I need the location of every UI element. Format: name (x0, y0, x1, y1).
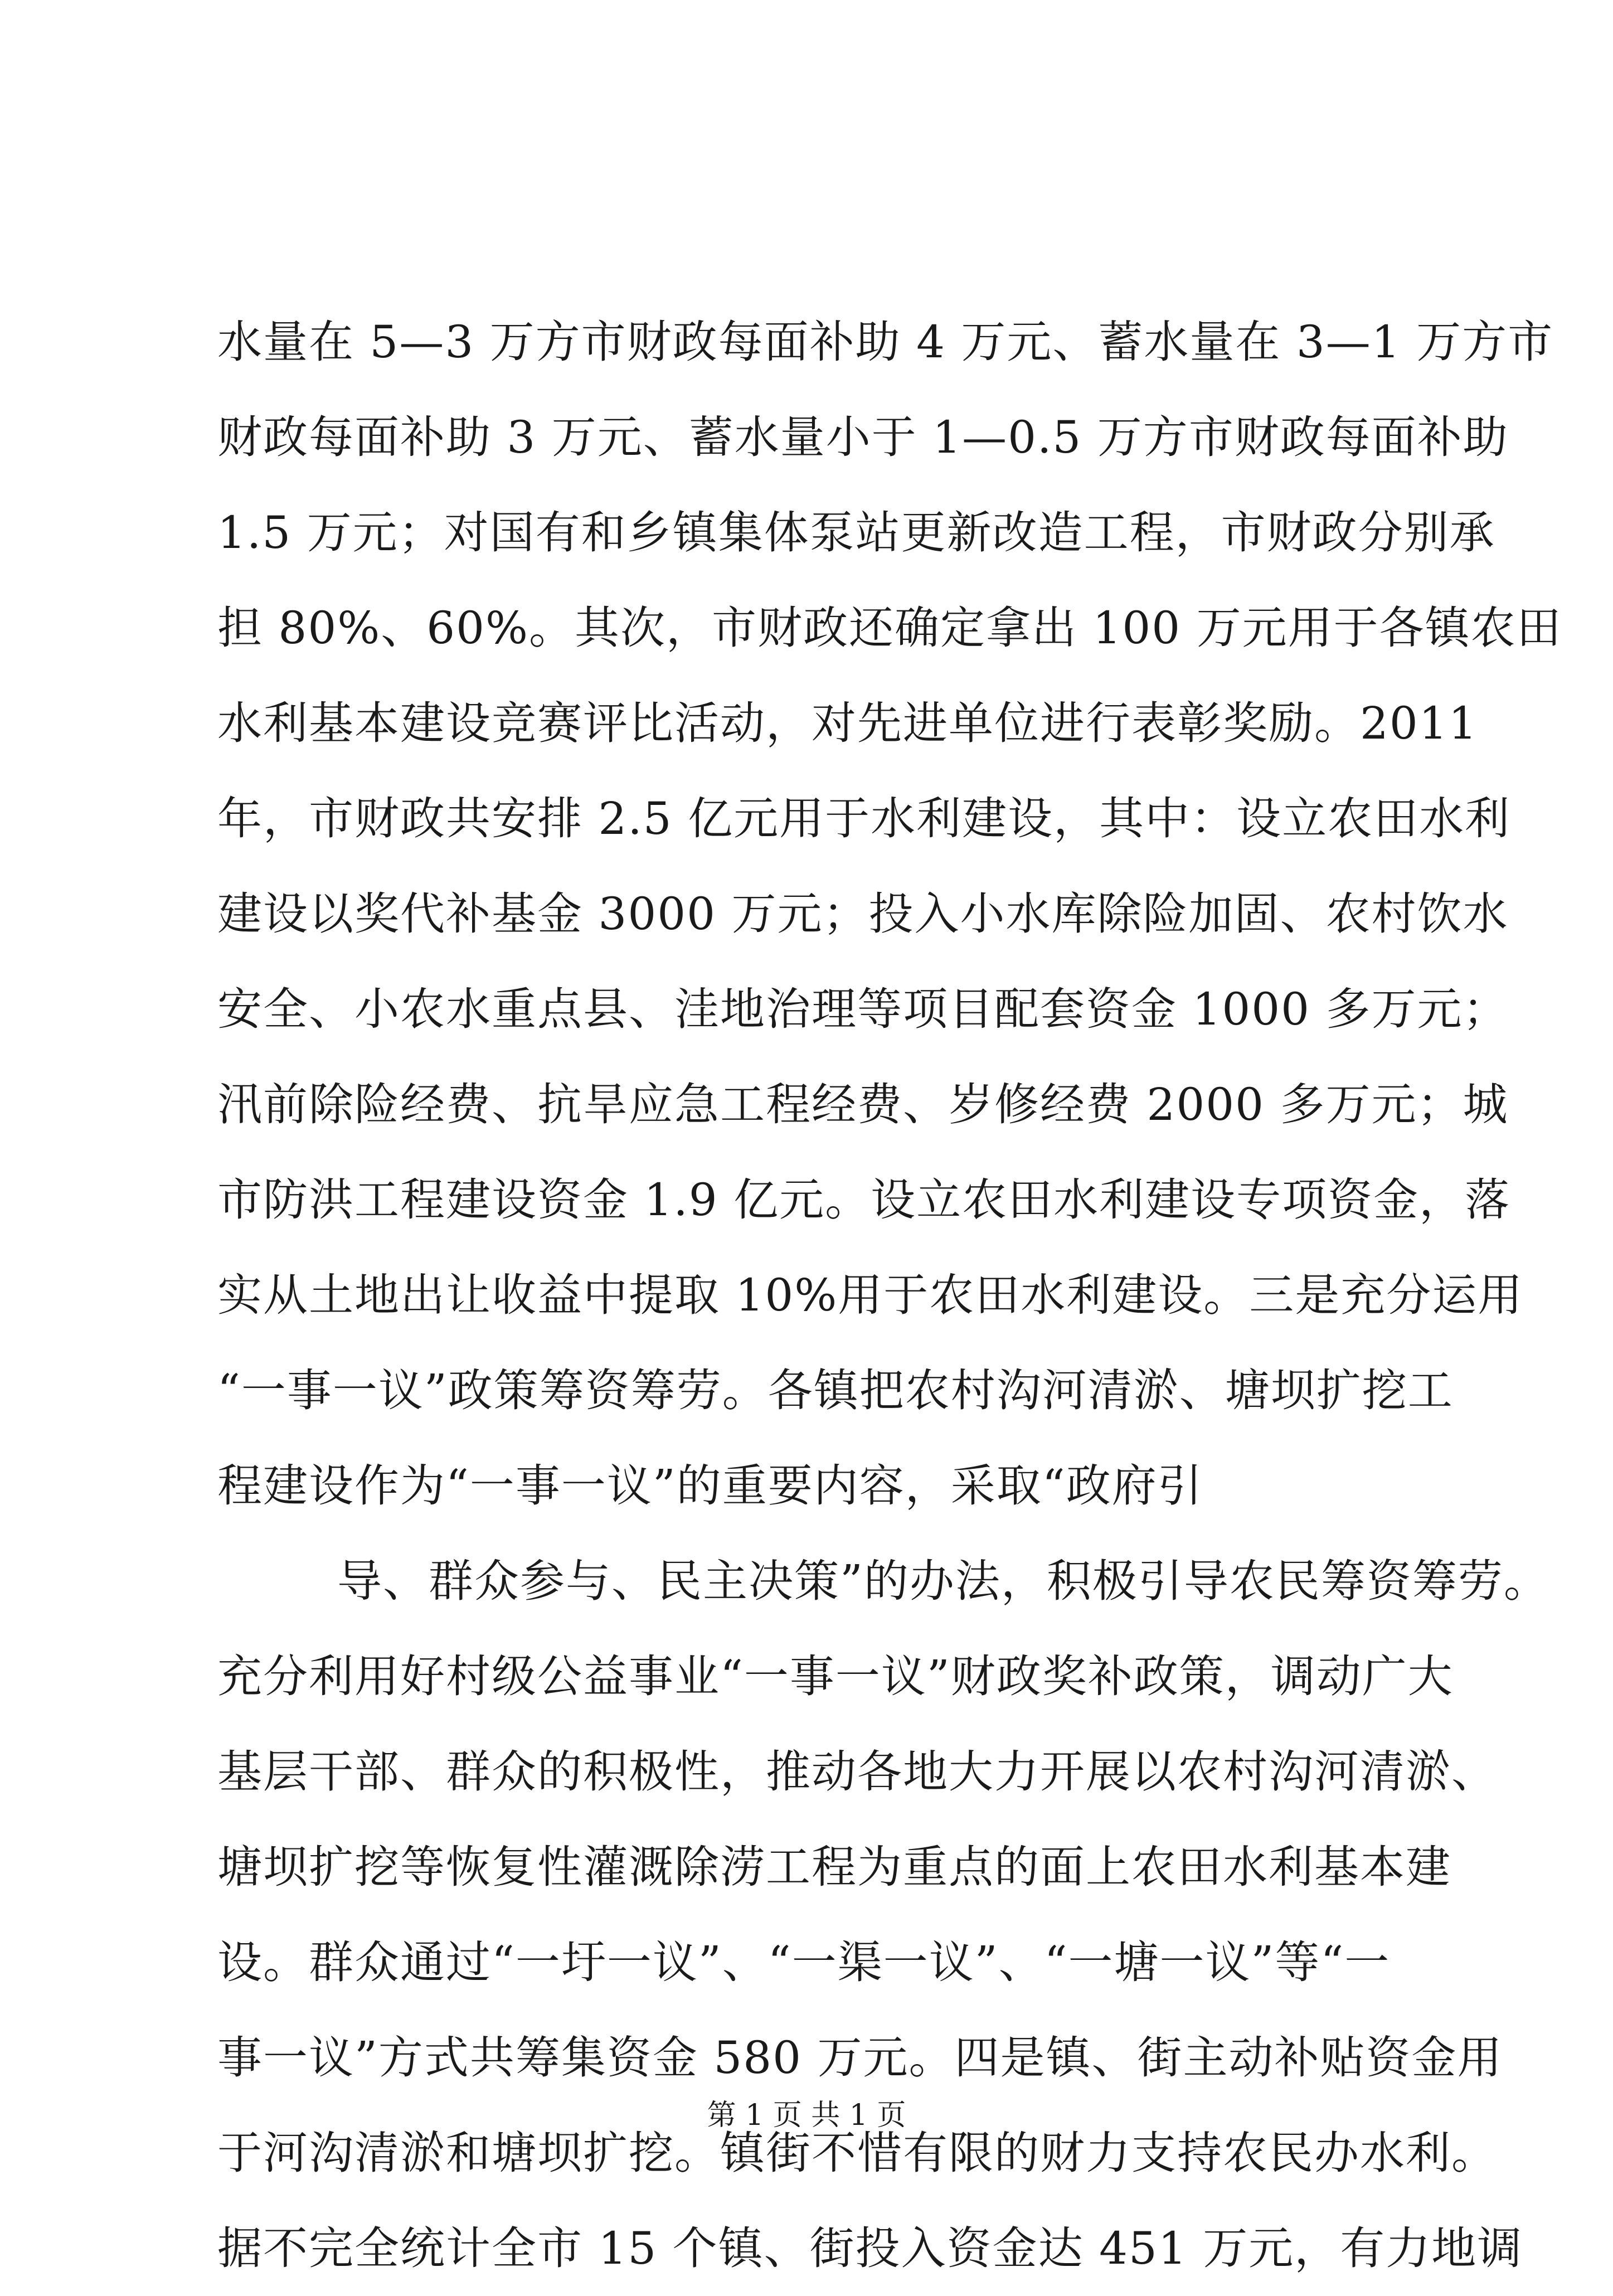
text-line: 水利基本建设竞赛评比活动，对先进单位进行表彰奖励。2011 (217, 697, 1478, 749)
text-line: 年，市财政共安排 2.5 亿元用于水利建设，其中：设立农田水利 (217, 793, 1511, 844)
text-line: 于河沟清淤和塘坝扩挖。镇街不惜有限的财力支持农民办水利。 (217, 2127, 1497, 2179)
text-line: 基层干部、群众的积极性，推动各地大力开展以农村沟河清淤、 (217, 1746, 1497, 1798)
text-line: 担 80%、60%。其次，市财政还确定拿出 100 万元用于各镇农田 (217, 602, 1562, 654)
text-line: 据不完全统计全市 15 个镇、街投入资金达 451 万元，有力地调 (217, 2222, 1523, 2274)
text-line: 建设以奖代补基金 3000 万元；投入小水库除险加固、农村饮水 (217, 888, 1509, 940)
text-line: 财政每面补助 3 万元、蓄水量小于 1—0.5 万方市财政每面补助 (217, 411, 1509, 463)
text-line-indented: 导、群众参与、民主决策”的办法，积极引导农民筹资筹劳。 (337, 1555, 1549, 1607)
text-line: 充分利用好村级公益事业“一事一议”财政奖补政策，调动广大 (217, 1651, 1454, 1702)
text-line: 市防洪工程建设资金 1.9 亿元。设立农田水利建设专项资金，落 (217, 1174, 1511, 1226)
text-line: 塘坝扩挖等恢复性灌溉除涝工程为重点的面上农田水利基本建 (217, 1841, 1451, 1893)
text-line: 汛前除险经费、抗旱应急工程经费、岁修经费 2000 多万元；城 (217, 1079, 1509, 1130)
text-line: 程建设作为“一事一议”的重要内容，采取“政府引 (217, 1460, 1203, 1512)
text-line: 安全、小农水重点县、洼地治理等项目配套资金 1000 多万元； (217, 983, 1509, 1035)
text-line: 事一议”方式共筹集资金 580 万元。四是镇、街主动补贴资金用 (217, 2032, 1503, 2084)
text-line: “一事一议”政策筹资筹劳。各镇把农村沟河清淤、塘坝扩挖工 (217, 1365, 1454, 1416)
text-line: 设。群众通过“一圩一议”、“一渠一议”、“一塘一议”等“一 (217, 1936, 1391, 1988)
text-line: 水量在 5—3 万方市财政每面补助 4 万元、蓄水量在 3—1 万方市 (217, 316, 1554, 368)
page-footer: 第 1 页 共 1 页 (707, 2099, 906, 2132)
text-line: 实从土地出让收益中提取 10%用于农田水利建设。三是充分运用 (217, 1269, 1524, 1321)
body-text (217, 294, 1562, 2296)
text-line: 1.5 万元；对国有和乡镇集体泵站更新改造工程，市财政分别承 (217, 507, 1495, 559)
